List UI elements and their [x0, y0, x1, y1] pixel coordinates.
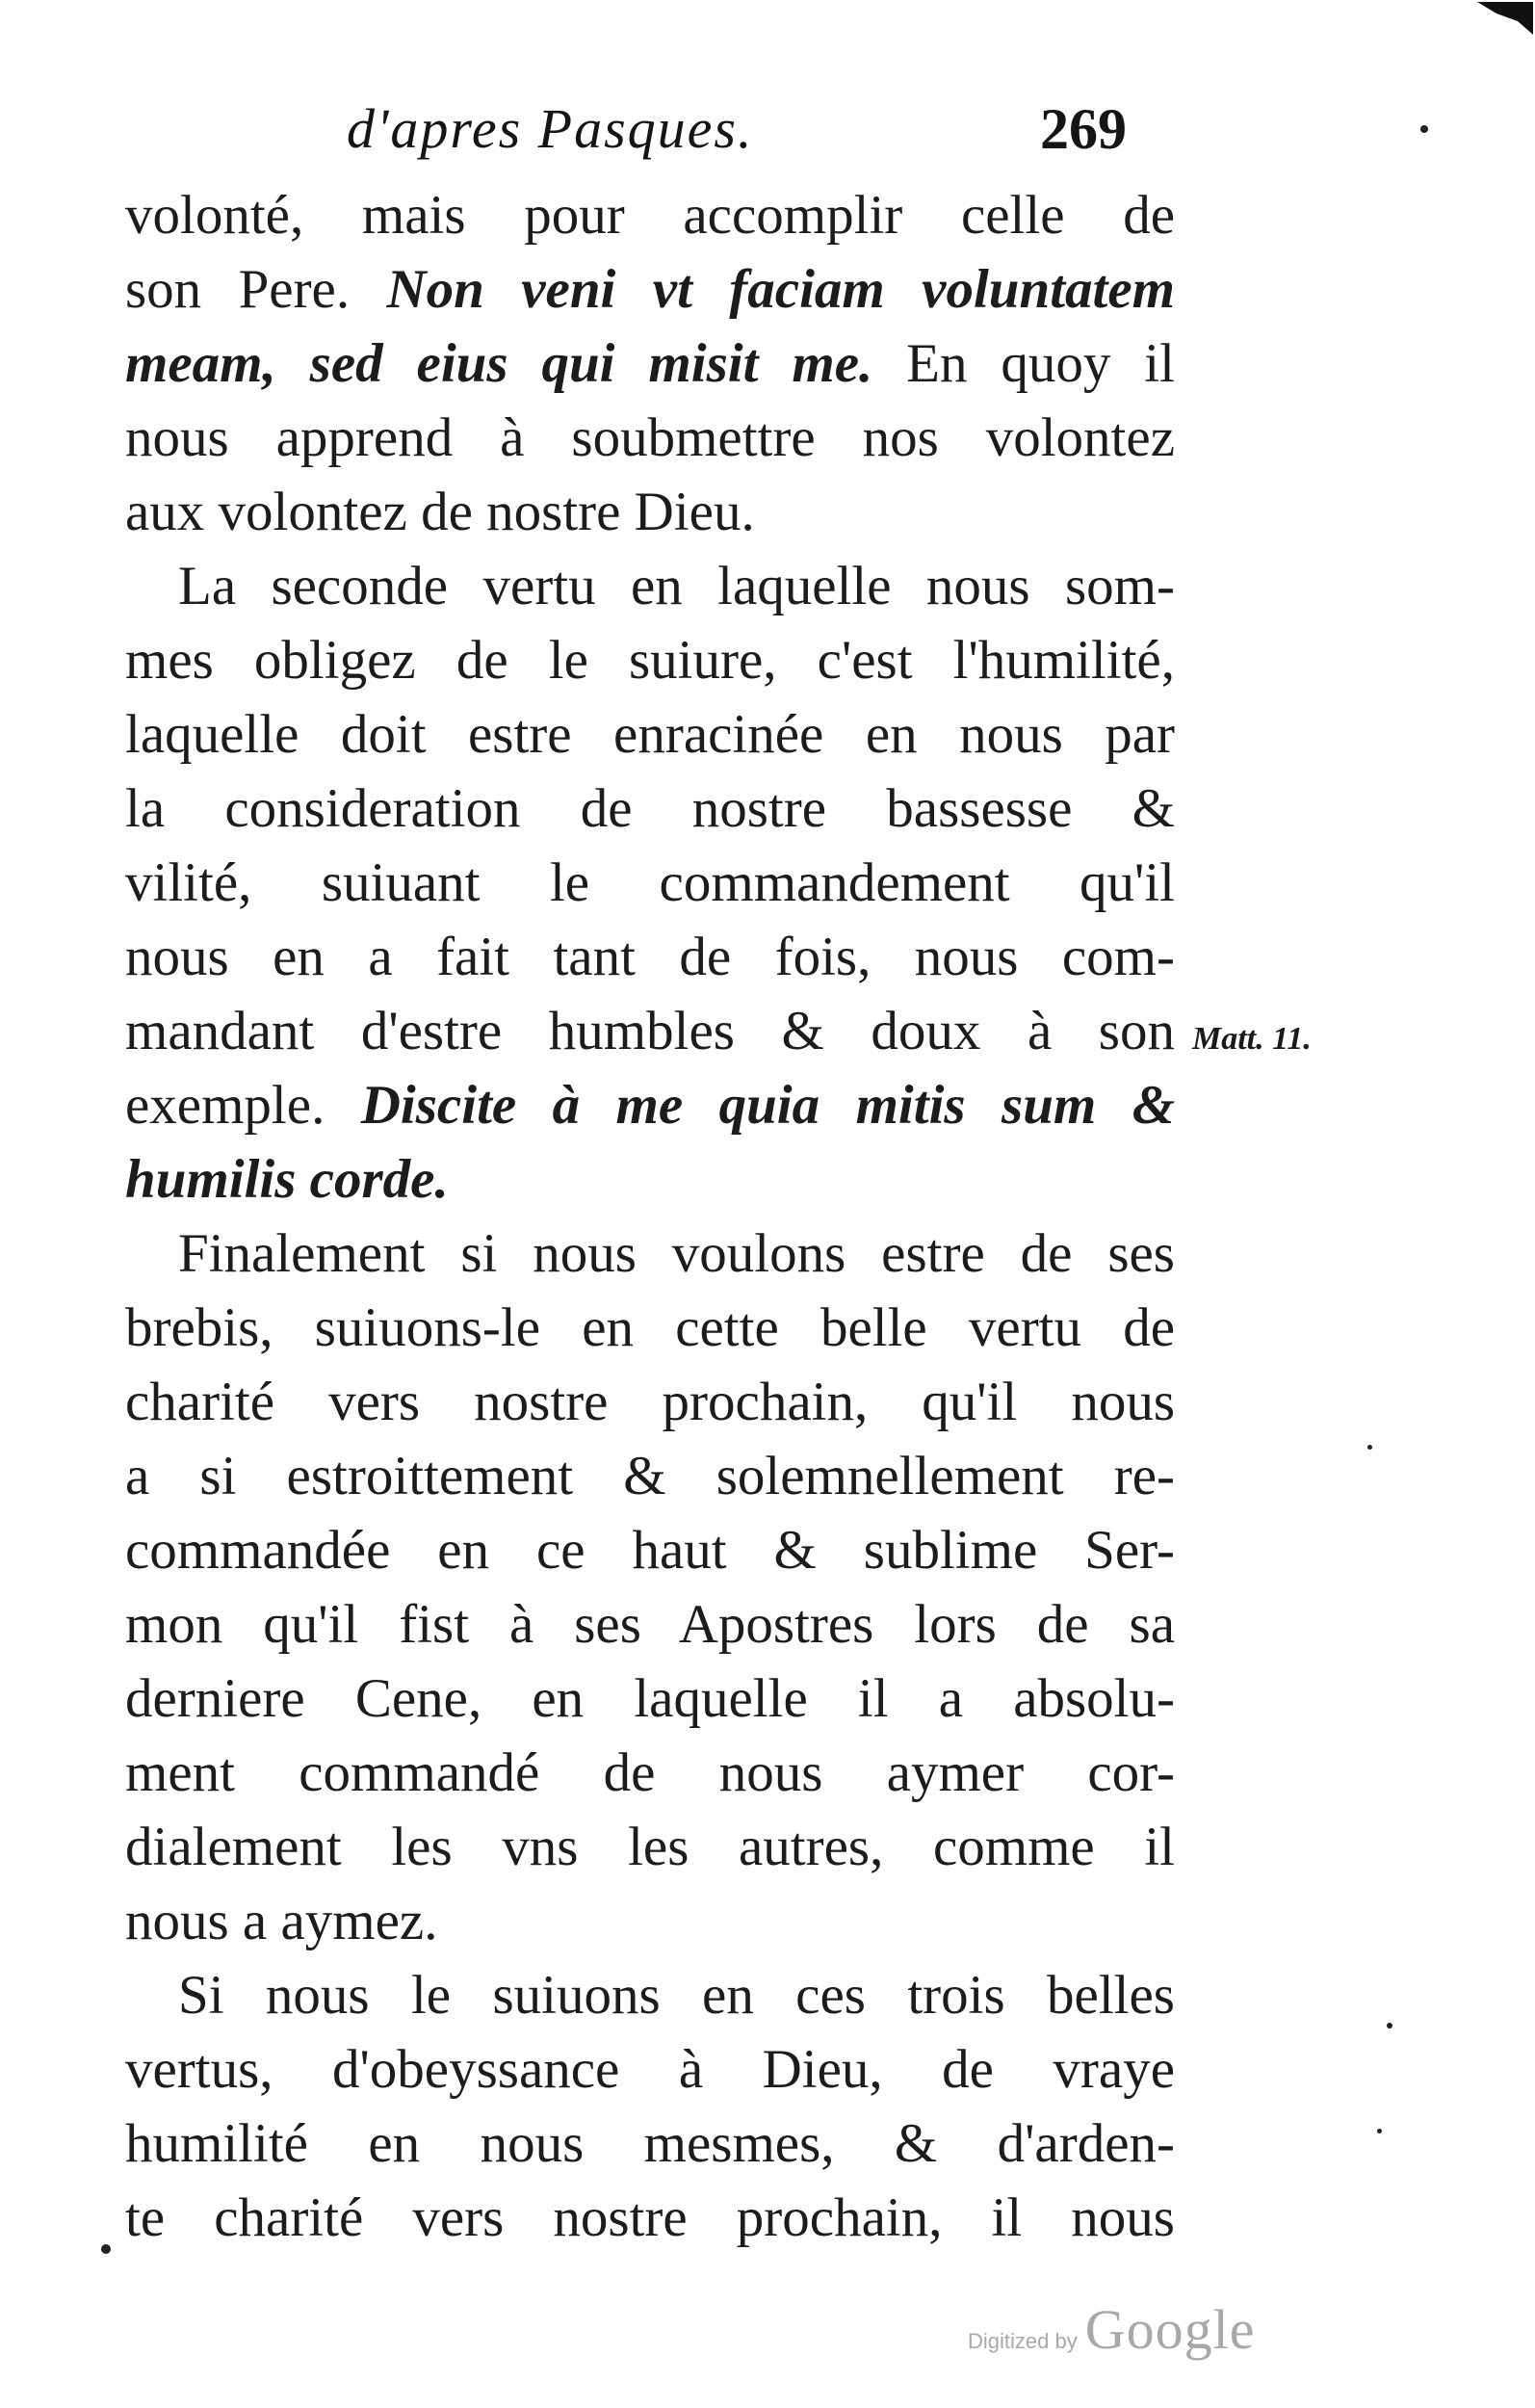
paragraph-start-line: La seconde vertu en laquelle nous som-	[178, 556, 1175, 616]
text-line: commandée en ce haut & sublime Ser-	[125, 1520, 1175, 1581]
ink-speck	[1420, 125, 1428, 133]
text-line: volonté, mais pour accomplir celle de	[125, 185, 1175, 246]
page-number: 269	[1040, 97, 1127, 161]
text-line: nous apprend à soubmettre nos volontez	[125, 407, 1175, 468]
running-title: d'apres Pasques.	[347, 97, 754, 160]
text-line: la consideration de nostre bassesse &	[125, 778, 1175, 839]
watermark-prefix: Digitized by	[968, 2329, 1078, 2353]
text-line: a si estroittement & solemnellement re-	[125, 1446, 1175, 1506]
paragraph-start-line: Finalement si nous voulons estre de ses	[178, 1223, 1175, 1284]
text-line	[125, 1068, 1175, 1142]
corner-ink-mark	[1468, 0, 1535, 39]
text-line	[125, 327, 1175, 401]
ink-speck	[1387, 2023, 1392, 2028]
paragraph-start-line: Si nous le suiuons en ces trois belles	[178, 1965, 1175, 2026]
text-line: vertus, d'obeyssance à Dieu, de vraye	[125, 2039, 1175, 2100]
line-text: exemple.	[125, 1075, 361, 1136]
body-text	[125, 178, 1175, 2255]
text-line: mon qu'il fist à ses Apostres lors de sa	[125, 1594, 1175, 1655]
text-line: humilité en nous mesmes, & d'arden-	[125, 2113, 1175, 2174]
latin-quote: humilis corde.	[125, 1149, 449, 1210]
text-line: mandant d'estre humbles & doux à son	[125, 1001, 1175, 1061]
text-line: nous a aymez.	[125, 1891, 438, 1951]
latin-quote: Non veni vt faciam voluntatem	[386, 259, 1175, 320]
text-line: aux volontez de nostre Dieu.	[125, 482, 755, 542]
line-text: En quoy il	[872, 333, 1175, 394]
line-text: son Pere.	[125, 259, 387, 320]
ink-speck	[1367, 1445, 1372, 1450]
watermark-brand: Google	[1084, 2298, 1256, 2361]
text-line: charité vers nostre prochain, qu'il nous	[125, 1372, 1175, 1432]
text-line: brebis, suiuons-le en cette belle vertu de	[125, 1297, 1175, 1358]
text-line: dialement les vns les autres, comme il	[125, 1817, 1175, 1877]
latin-quote: Discite à me quia mitis sum &	[360, 1075, 1175, 1136]
text-line	[125, 252, 1175, 327]
digitized-watermark	[968, 2297, 1255, 2362]
text-line: mes obligez de le suiure, c'est l'humilité,	[125, 630, 1175, 691]
text-line: te charité vers nostre prochain, il nous	[125, 2187, 1175, 2248]
text-line: vilité, suiuant le commandement qu'il	[125, 852, 1175, 913]
latin-quote: meam, sed eius qui misit me.	[125, 333, 873, 394]
text-line: nous en a fait tant de fois, nous com-	[125, 927, 1175, 987]
text-line	[125, 1142, 1175, 1217]
text-line: laquelle doit estre enracinée en nous par	[125, 704, 1175, 765]
text-line: ment commandé de nous aymer cor-	[125, 1742, 1175, 1803]
margin-note: Matt. 11.	[1192, 1021, 1312, 1057]
ink-speck	[101, 2244, 111, 2254]
text-line: derniere Cene, en laquelle il a absolu-	[125, 1668, 1175, 1729]
ink-speck	[1377, 2129, 1382, 2133]
